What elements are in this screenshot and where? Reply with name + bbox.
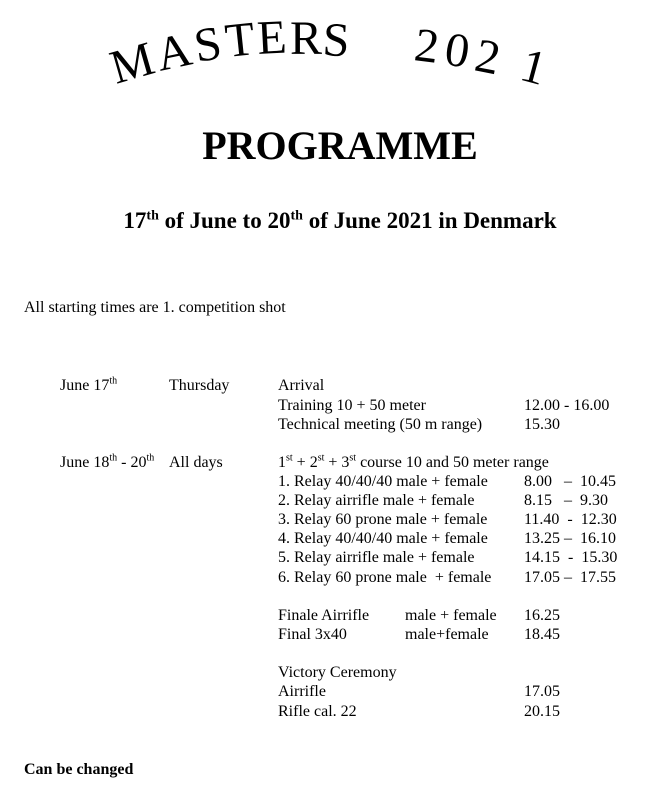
schedule-item-label: Arrival (278, 377, 325, 394)
ceremony-time: 20.15 (524, 703, 560, 720)
relay-label: 1. Relay 40/40/40 male + female (278, 473, 488, 490)
title-letter: S (321, 13, 351, 68)
relay-time: 13.25 – 16.10 (524, 530, 616, 547)
title-letter: R (290, 12, 323, 65)
thursday-weekday: Thursday (169, 377, 230, 394)
final-time: 18.45 (524, 626, 560, 643)
final-time: 16.25 (524, 607, 560, 624)
title-letter: S (190, 16, 226, 73)
starting-times-note: All starting times are 1. competition shot (24, 299, 286, 316)
ceremony-title: Victory Ceremony (278, 664, 397, 681)
dates-mid: of June to 20 (158, 208, 291, 233)
ceremony-time: 17.05 (524, 683, 560, 700)
title-letter: T (222, 12, 258, 68)
schedule-item-time: 12.00 - 16.00 (524, 397, 610, 414)
programme-heading: PROGRAMME (202, 123, 478, 168)
ceremony-label: Rifle cal. 22 (278, 703, 357, 720)
dates-tail: of June 2021 in Denmark (302, 208, 557, 233)
relay-time: 8.15 – 9.30 (524, 492, 608, 509)
final-label: Finale Airrifle (278, 607, 370, 624)
title-letter: 0 (441, 22, 474, 79)
relay-time: 14.15 - 15.30 (524, 549, 618, 566)
schedule-item-label: Technical meeting (50 m range) (278, 416, 483, 433)
course-heading: 1st + 2st + 3st course 10 and 50 meter range (278, 452, 549, 471)
ceremony-label: Airrifle (278, 683, 326, 700)
relay-time: 8.00 – 10.45 (524, 473, 616, 490)
relay-label: 2. Relay airrifle male + female (278, 492, 475, 509)
title-letter: A (151, 22, 197, 82)
title-letter: 1 (515, 38, 553, 96)
relay-label: 6. Relay 60 prone male + female (278, 569, 492, 586)
schedule-item-label: Training 10 + 50 meter (278, 397, 426, 414)
relay-label: 4. Relay 40/40/40 male + female (278, 530, 488, 547)
alldays-weekday: All days (169, 454, 223, 471)
can-be-changed-note: Can be changed (24, 761, 134, 778)
thursday-date: June 17th (60, 375, 118, 394)
title-letter: 2 (411, 18, 442, 74)
final-group: male+female (405, 626, 489, 643)
title-letter: E (255, 10, 288, 65)
dates-start-day: 17 (123, 208, 147, 233)
relay-time: 17.05 – 17.55 (524, 569, 616, 586)
alldays-date: June 18th - 20th (60, 452, 155, 471)
final-label: Final 3x40 (278, 626, 347, 643)
title-letter: M (104, 31, 161, 95)
relay-time: 11.40 - 12.30 (524, 511, 617, 528)
dates-sup: th (146, 208, 159, 224)
relay-label: 3. Relay 60 prone male + female (278, 511, 488, 528)
schedule-item-time: 15.30 (524, 416, 560, 433)
title-letter: 2 (470, 28, 505, 86)
final-group: male + female (405, 607, 497, 624)
dates-sup: th (290, 208, 303, 224)
relay-label: 5. Relay airrifle male + female (278, 549, 475, 566)
